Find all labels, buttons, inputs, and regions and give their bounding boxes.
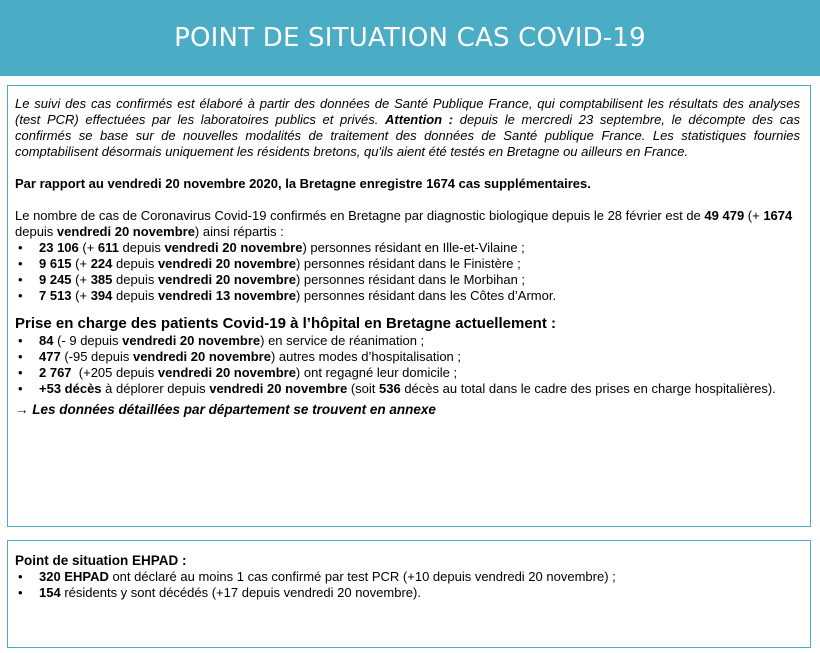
ehpad-heading: Point de situation EHPAD : xyxy=(15,553,187,568)
list-item xyxy=(15,272,800,288)
deaths-count: +53 décès xyxy=(39,381,102,396)
dept-text: ) personnes résidant en Ille-et-Vilaine ; xyxy=(302,240,525,255)
hospital-count: 477 xyxy=(39,349,61,364)
list-item xyxy=(15,288,800,304)
ehpad-count: 154 xyxy=(39,585,61,600)
department-list xyxy=(15,240,800,304)
list-item xyxy=(15,569,800,585)
hospital-text: (+205 depuis xyxy=(71,365,158,380)
dept-text: depuis xyxy=(112,256,158,271)
intro-text-2: depuis le mercredi 23 septembre, le décompte des cas confirmés se base sur de nouvelles modalités de traitement des données de Santé publique France. Les statistiques fournies comptabilisent désormais uniquement les résidents bretons, qu'ils aient été testés en Bretagne ou ailleurs en France. xyxy=(15,112,801,159)
hospital-heading: Prise en charge des patients Covid-19 à l’hôpital en Bretagne actuellement : xyxy=(15,315,556,332)
dept-text: ) personnes résidant dans le Morbihan ; xyxy=(295,272,526,287)
hospital-count: 84 xyxy=(39,333,54,348)
dept-date: vendredi 20 novembre xyxy=(157,272,296,287)
list-item xyxy=(15,240,800,256)
hospital-text: ) en service de réanimation ; xyxy=(260,333,425,348)
cases-text-end: ) ainsi répartis : xyxy=(194,224,284,239)
ehpad-count: 320 EHPAD xyxy=(39,569,109,584)
dept-delta: 385 xyxy=(90,272,113,287)
dept-date: vendredi 13 novembre xyxy=(157,288,296,303)
dept-text: depuis xyxy=(112,272,158,287)
dept-delta: 611 xyxy=(97,240,119,255)
ehpad-text: résidents y sont décédés (+17 depuis vendredi 20 novembre). xyxy=(60,585,421,600)
hospital-list xyxy=(15,333,800,397)
cases-total: 49 479 xyxy=(704,208,745,223)
cases-text-mid: (+ xyxy=(744,208,764,223)
annex-note: → Les données détaillées par département se trouvent en annexe xyxy=(15,402,436,417)
dept-count: 9 615 xyxy=(39,256,72,271)
cases-paragraph xyxy=(15,208,800,240)
dept-text: ) personnes résidant dans le Finistère ; xyxy=(295,256,521,271)
deaths-date: vendredi 20 novembre xyxy=(209,381,348,396)
list-item xyxy=(15,349,800,365)
cases-text-since: depuis xyxy=(15,224,57,239)
dept-text: (+ xyxy=(71,256,91,271)
dept-count: 9 245 xyxy=(39,272,72,287)
ehpad-text: ont déclaré au moins 1 cas confirmé par test PCR (+10 depuis vendredi 20 novembre) ; xyxy=(108,569,616,584)
list-item xyxy=(15,585,800,601)
list-item xyxy=(15,365,800,381)
hospital-date: vendredi 20 novembre xyxy=(157,365,296,380)
dept-text: depuis xyxy=(118,240,165,255)
deaths-text: (soit xyxy=(347,381,380,396)
deaths-text: à déplorer depuis xyxy=(101,381,210,396)
main-info-box xyxy=(7,85,811,527)
dept-delta: 224 xyxy=(90,256,113,271)
list-item xyxy=(15,381,800,397)
list-item xyxy=(15,333,800,349)
hospital-date: vendredi 20 novembre xyxy=(132,349,271,364)
dept-text: (+ xyxy=(71,288,91,303)
dept-text: (+ xyxy=(78,240,98,255)
attention-label: Attention : xyxy=(385,112,454,127)
title-banner xyxy=(0,0,820,76)
ehpad-list xyxy=(15,569,800,601)
cases-total-delta: 1674 xyxy=(763,208,793,223)
deaths-total: 536 xyxy=(379,381,401,396)
dept-date: vendredi 20 novembre xyxy=(157,256,296,271)
headline-summary: Par rapport au vendredi 20 novembre 2020, la Bretagne enregistre 1674 cas supplémentaires. xyxy=(15,176,591,191)
dept-count: 23 106 xyxy=(39,240,79,255)
hospital-text: ) ont regagné leur domicile ; xyxy=(295,365,458,380)
dept-date: vendredi 20 novembre xyxy=(164,240,303,255)
dept-count: 7 513 xyxy=(39,288,72,303)
dept-text: (+ xyxy=(71,272,91,287)
list-item xyxy=(15,256,800,272)
dept-delta: 394 xyxy=(90,288,113,303)
ehpad-box xyxy=(7,540,811,648)
intro-text-1: Le suivi des cas confirmés est élaboré à partir des données de Santé Publique France, qui comptabilisent les résultats des analyses (test PCR) effectuées par les laboratoires publics et privés. xyxy=(15,96,800,127)
hospital-count: 2 767 xyxy=(39,365,72,380)
hospital-date: vendredi 20 novembre xyxy=(122,333,261,348)
intro-paragraph xyxy=(15,96,800,160)
hospital-text: ) autres modes d’hospitalisation ; xyxy=(270,349,462,364)
cases-text: Le nombre de cas de Coronavirus Covid-19 confirmés en Bretagne par diagnostic biologique depuis le 28 février est de xyxy=(15,208,705,223)
dept-text: depuis xyxy=(112,288,158,303)
hospital-text: (-95 depuis xyxy=(60,349,133,364)
deaths-text: décès au total dans le cadre des prises en charge hospitalières). xyxy=(400,381,776,396)
cases-date: vendredi 20 novembre xyxy=(56,224,195,239)
hospital-text: (- 9 depuis xyxy=(53,333,123,348)
dept-text: ) personnes résidant dans les Côtes d’Armor. xyxy=(295,288,557,303)
page-title: POINT DE SITUATION CAS COVID-19 xyxy=(174,23,646,53)
